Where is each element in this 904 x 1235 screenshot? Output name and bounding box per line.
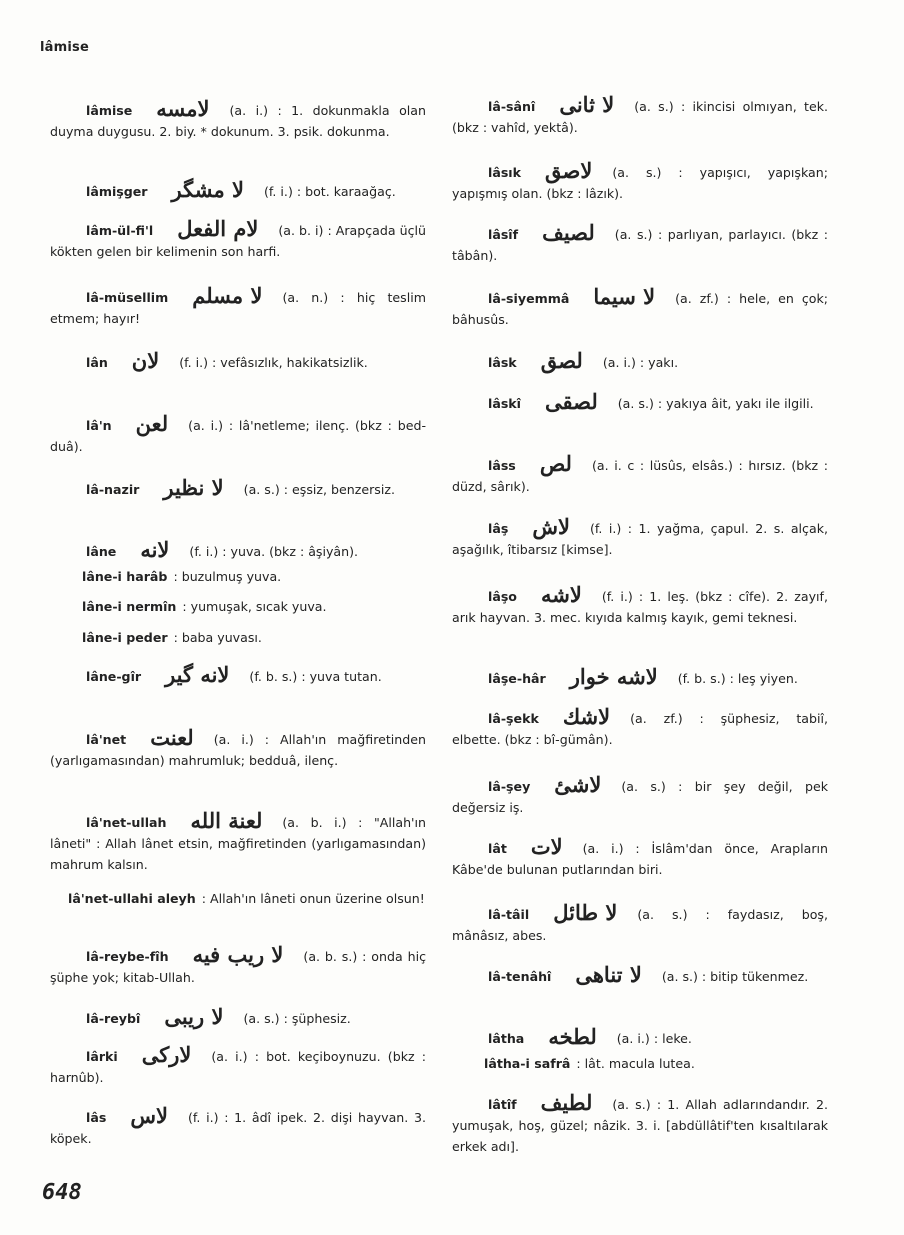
arabic-script: لطيف (540, 1090, 593, 1115)
dictionary-entry (50, 98, 426, 142)
dictionary-entry (50, 218, 426, 262)
headword: lâ-nazir (86, 482, 140, 497)
dictionary-entry (50, 477, 426, 500)
headword: lâsîf (488, 227, 519, 242)
dictionary-entry (452, 160, 828, 204)
definition: (f. i.) : 1. yağma, çapul. 2. s. alçak, aşağılık, îtibarsız [kimse]. (452, 521, 828, 557)
headword: lâtîf (488, 1097, 517, 1112)
arabic-script: لاش (532, 514, 570, 539)
headword: lâm-ül-fi'l (86, 223, 154, 238)
arabic-script: لاركى (141, 1042, 192, 1067)
dictionary-entry (452, 1026, 828, 1049)
headword: lâ-müsellim (86, 290, 169, 305)
dictionary-entry (452, 1053, 828, 1074)
headword: lâsık (488, 165, 522, 180)
headword: lât (488, 841, 507, 856)
headword: lâtha (488, 1031, 525, 1046)
dictionary-entry (452, 516, 828, 560)
headword: lâ-şekk (488, 711, 539, 726)
arabic-script: لات (530, 834, 563, 859)
definition: (a. s.) : eşsiz, benzersiz. (243, 482, 395, 497)
dictionary-entry (452, 836, 828, 880)
arabic-script: لا تناهى (575, 962, 642, 987)
headword: lâ-şey (488, 779, 531, 794)
headword: lân (86, 355, 108, 370)
arabic-script: لصقى (545, 389, 598, 414)
headword: lâş (488, 521, 509, 536)
definition: (a. s.) : ikincisi olmıyan, tek. (bkz : vahîd, yektâ). (452, 99, 828, 135)
arabic-script: لامسه (156, 96, 210, 121)
dictionary-entry (50, 1006, 426, 1029)
arabic-script: لعنة الله (190, 808, 263, 833)
headword: lâ-reybî (86, 1011, 141, 1026)
definition: (f. i.) : 1. âdî ipek. 2. dişi hayvan. 3. köpek. (50, 1110, 426, 1146)
headword: lâ-siyemmâ (488, 291, 570, 306)
arabic-script: لا ثانى (559, 92, 615, 117)
dictionary-entry (452, 902, 828, 946)
headword: lâne-i peder (82, 630, 168, 645)
definition: (a. i.) : Allah'ın mağfiretinden (yarlıgamasından) mahrumluk; bedduâ, ilenç. (50, 732, 426, 768)
dictionary-entry (452, 286, 828, 330)
headword: lâ'net (86, 732, 127, 747)
dictionary-entry (452, 453, 828, 497)
dictionary-entry (452, 94, 828, 138)
definition: (a. i.) : İslâm'dan önce, Arapların Kâbe'de bulunan putlarından biri. (452, 841, 828, 877)
definition: (a. i.) : yakı. (602, 355, 679, 370)
dictionary-entry (50, 664, 426, 687)
definition: (f. b. s.) : yuva tutan. (249, 669, 382, 684)
arabic-script: لا سيما (593, 284, 656, 309)
arabic-script: لا مشگر (171, 177, 244, 202)
definition: (a. n.) : hiç teslim etmem; hayır! (50, 290, 426, 326)
definition: (a. s.) : bitip tükenmez. (661, 969, 809, 984)
arabic-script: لصق (540, 348, 583, 373)
arabic-script: لا طائل (553, 900, 618, 925)
headword: lâ-sânî (488, 99, 536, 114)
headword: lâ'net-ullah (86, 815, 167, 830)
arabic-script: لانه (140, 537, 170, 562)
arabic-script: لاشئ (554, 772, 602, 797)
headword: lâ'net-ullahi aleyh (68, 891, 196, 906)
headword: lâ-reybe-fîh (86, 949, 169, 964)
dictionary-entry (50, 596, 426, 617)
definition: (a. s.) : bir şey değil, pek değersiz iş. (452, 779, 828, 815)
headword: lâşe-hâr (488, 671, 546, 686)
dictionary-entry (50, 888, 426, 909)
definition: (a. b. i) : Arapçada üçlü kökten gelen bir kelimenin son harfi. (50, 223, 426, 259)
definition: (f. i.) : yuva. (bkz : âşiyân). (189, 544, 359, 559)
arabic-script: لاشك (562, 704, 611, 729)
arabic-script: لص (539, 451, 572, 476)
definition: (a. i.) : 1. dokunmakla olan duyma duygusu. 2. biy. * dokunum. 3. psik. dokunma. (50, 103, 426, 139)
definition: (a. s.) : faydasız, boş, mânâsız, abes. (452, 907, 828, 943)
dictionary-entry (50, 810, 426, 875)
headword: lâtha-i safrâ (484, 1056, 571, 1071)
definition: (a. i.) : bot. keçiboynuzu. (bkz : harnûb). (50, 1049, 426, 1085)
headword: lâne-gîr (86, 669, 142, 684)
page-number: 648 (42, 1180, 82, 1205)
dictionary-entry (452, 1092, 828, 1157)
dictionary-entry (50, 350, 426, 373)
arabic-script: لعن (135, 411, 169, 436)
dictionary-entry (50, 1044, 426, 1088)
dictionary-entry (452, 584, 828, 628)
headword: lâne (86, 544, 117, 559)
definition: : yumuşak, sıcak yuva. (182, 599, 327, 614)
definition: (a. s.) : şüphesiz. (243, 1011, 351, 1026)
arabic-script: لانه گير (165, 662, 230, 687)
arabic-script: لا ريبى (164, 1004, 224, 1029)
dictionary-entry (452, 964, 828, 987)
arabic-script: لاس (130, 1103, 168, 1128)
arabic-script: لطخه (548, 1024, 597, 1049)
arabic-script: لام الفعل (177, 216, 259, 241)
dictionary-entry (452, 391, 828, 414)
dictionary-entry (50, 627, 426, 648)
headword: lârki (86, 1049, 118, 1064)
definition: (a. s.) : parlıyan, parlayıcı. (bkz : tâbân). (452, 227, 828, 263)
dictionary-entry (452, 350, 828, 373)
running-head: lâmise (40, 40, 89, 55)
definition: (a. b. i.) : "Allah'ın lâneti" : Allah lânet etsin, mağfiretinden (yarlıgamasından) mahrum kalsın. (50, 815, 426, 872)
dictionary-entry (50, 566, 426, 587)
headword: lâsk (488, 355, 517, 370)
definition: (a. zf.) : şüphesiz, tabiî, elbette. (bkz : bî-gümân). (452, 711, 828, 747)
definition: : baba yuvası. (173, 630, 262, 645)
definition: (a. i.) : lâ'netleme; ilenç. (bkz : bed-duâ). (50, 418, 426, 454)
headword: lâs (86, 1110, 107, 1125)
headword: lâne-i nermîn (82, 599, 177, 614)
definition: (a. s.) : yapışıcı, yapışkan; yapışmış olan. (bkz : lâzık). (452, 165, 828, 201)
headword: lâmişger (86, 184, 148, 199)
arabic-script: لاشه (540, 582, 582, 607)
headword: lâ'n (86, 418, 112, 433)
headword: lâss (488, 458, 516, 473)
headword: lâmise (86, 103, 133, 118)
definition: (a. i.) : leke. (616, 1031, 692, 1046)
headword: lâşo (488, 589, 517, 604)
definition: (f. b. s.) : leş yiyen. (677, 671, 798, 686)
arabic-script: لصيف (542, 220, 595, 245)
dictionary-entry (50, 1105, 426, 1149)
dictionary-entry (50, 413, 426, 457)
arabic-script: لاصق (545, 158, 593, 183)
headword: lâne-i harâb (82, 569, 168, 584)
definition: (f. i.) : bot. karaağaç. (264, 184, 396, 199)
dictionary-entry (50, 727, 426, 771)
dictionary-entry (452, 666, 828, 689)
definition: (a. b. s.) : onda hiç şüphe yok; kitab-Ullah. (50, 949, 426, 985)
arabic-script: لا ريب فيه (192, 942, 284, 967)
dictionary-entry (452, 774, 828, 818)
dictionary-entry (50, 539, 426, 562)
arabic-script: لان (131, 348, 160, 373)
dictionary-entry (452, 706, 828, 750)
arabic-script: لاشه خوار (569, 664, 658, 689)
definition: : lât. macula lutea. (576, 1056, 695, 1071)
definition: (f. i.) : vefâsızlık, hakikatsizlik. (179, 355, 368, 370)
definition: (f. i.) : 1. leş. (bkz : cîfe). 2. zayıf, arık hayvan. 3. mec. kıyıda kalmış kayık, gemi teknesi. (452, 589, 828, 625)
definition: : Allah'ın lâneti onun üzerine olsun! (201, 891, 425, 906)
dictionary-entry (50, 179, 426, 202)
definition: (a. i. c : lüsûs, elsâs.) : hırsız. (bkz : düzd, sârık). (452, 458, 828, 494)
definition: : buzulmuş yuva. (173, 569, 282, 584)
headword: lâ-tenâhî (488, 969, 552, 984)
definition: (a. s.) : 1. Allah adlarındandır. 2. yumuşak, hoş, güzel; nâzik. 3. i. [abdüllâtif'ten kısaltılarak erkek adı]. (452, 1097, 828, 1154)
arabic-script: لا نظير (163, 475, 224, 500)
dictionary-entry (50, 944, 426, 988)
dictionary-entry (50, 285, 426, 329)
arabic-script: لعنت (150, 725, 194, 750)
definition: (a. s.) : yakıya âit, yakı ile ilgili. (617, 396, 814, 411)
arabic-script: لا مسلم (192, 283, 263, 308)
dictionary-entry (452, 222, 828, 266)
headword: lâskî (488, 396, 522, 411)
headword: lâ-tâil (488, 907, 530, 922)
definition: (a. zf.) : hele, en çok; bâhusûs. (452, 291, 828, 327)
